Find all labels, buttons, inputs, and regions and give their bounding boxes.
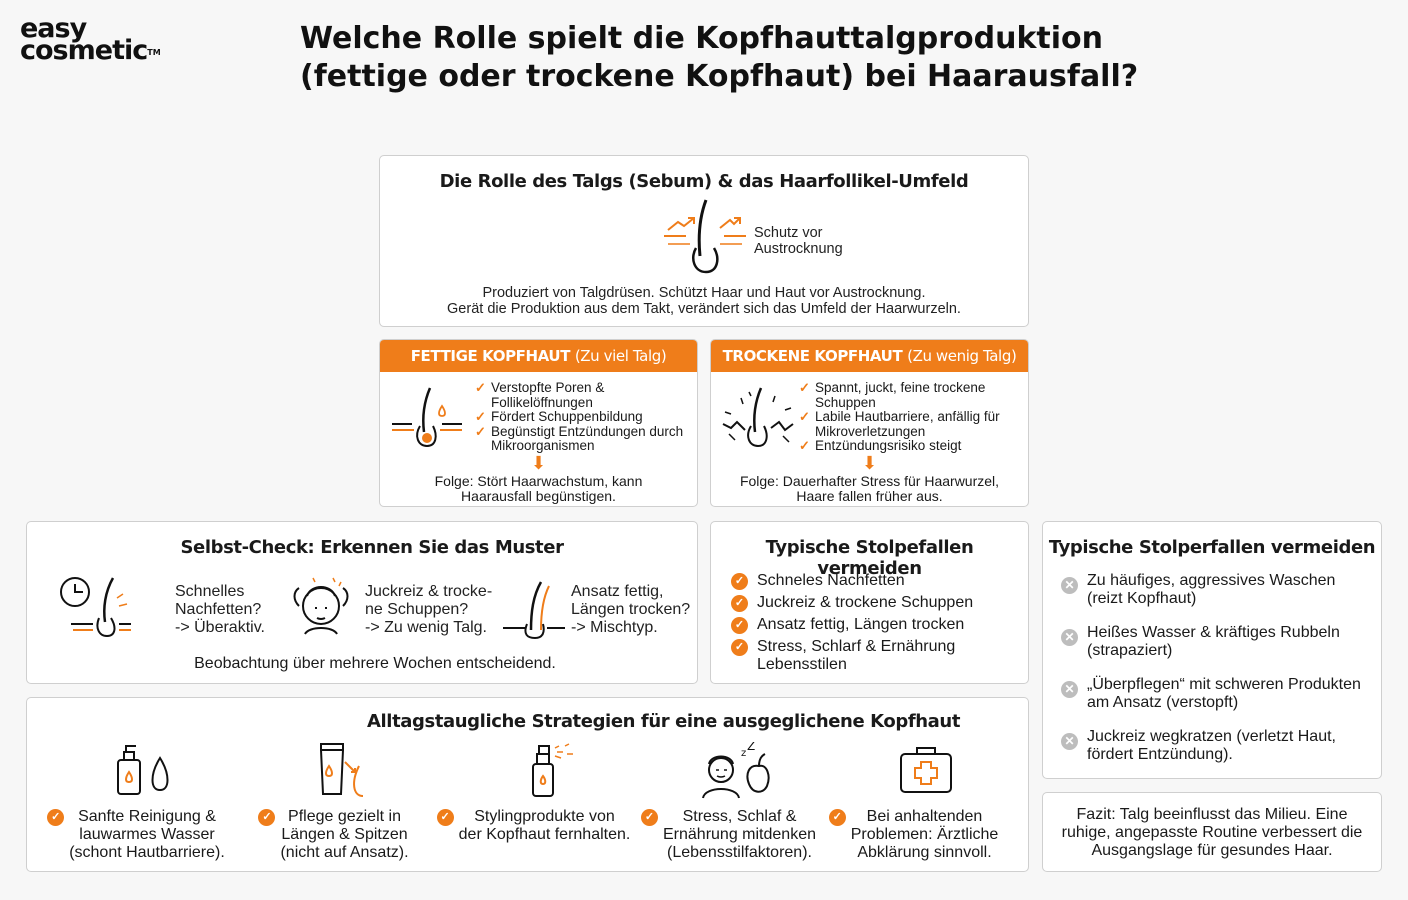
self-check-text: -> Überaktiv. [175,619,265,636]
self-check-text: Nachfetten? [175,601,262,618]
pitfall-b-text: am Ansatz (verstopft) [1087,694,1239,711]
pitfall-b-text: fördert Entzündung). [1087,746,1233,763]
self-check-item-3 [571,583,690,637]
pitfall-b-text: Juckreiz wegkratzen (verletzt Haut, [1087,728,1336,745]
list-item [1061,572,1376,608]
pitfall-b-text: (reizt Kopfhaut) [1087,590,1197,607]
hair-follicle-icon [660,196,750,276]
dry-scalp-panel [710,339,1029,507]
logo-line-1: easy [20,13,87,44]
list-item [1061,676,1376,712]
fazit-panel [1042,792,1382,872]
strategy-text: Sanfte Reinigung & [78,808,216,825]
pitfalls-a-list [731,572,1021,678]
self-check-text: Ansatz fettig, [571,583,664,600]
strategy-label [644,808,816,862]
check-circle-icon: ✓ [731,639,748,656]
fazit-text [1043,806,1381,860]
check-circle-icon: ✓ [437,809,454,826]
sebum-description [380,285,1028,317]
svg-text:z: z [741,748,747,759]
self-check-text: Längen trocken? [571,601,691,618]
page-title: Welche Rolle spielt die Kopfhauttalgproduktion (fettige oder trockene Kopfhaut) bei Haarausfall? [300,21,1139,94]
sebum-heading: Die Rolle des Talgs (Sebum) & das Haarfollikel-Umfeld [439,171,969,192]
pitfalls-a-heading: Typische Stolpefallen vermeiden [765,537,974,579]
strategy-text: Längen & Spitzen [281,826,408,843]
strategy-text: Stylingprodukte von [474,808,615,825]
oily-check-item: ✓ Begünstigt Entzündungen durch Mikroorganismen [475,423,684,453]
dry-result: Folge: Dauerhafter Stress für Haarwurzel, Haare fallen früher aus. [739,473,1000,504]
oily-check-text-3: Begünstigt Entzündungen durch Mikroorganismen [491,423,684,453]
dry-check-item: ✓ Spannt, juckt, feine trockene Schuppen [799,380,986,410]
strategy-text: lauwarmes Wasser [79,826,215,843]
pitfalls-panel-b [1042,521,1382,779]
pitfall-a-text: Stress, Schlarf & Ernährung Lebensstilen [757,638,956,673]
oily-check-text-1: Verstopfte Poren & Follikelöffnungen [491,380,605,410]
self-check-text: ne Schuppen? [365,601,469,618]
dry-heading [711,340,1028,372]
itchy-head-icon [285,574,357,642]
first-aid-icon [897,742,957,800]
strategy-text: Stress, Schlaf & [682,808,797,825]
sebum-role-panel [379,155,1029,327]
oily-checklist [475,381,690,454]
check-circle-icon: ✓ [731,573,748,590]
pitfalls-b-list [1061,572,1376,768]
oily-heading-sub: (Zu viel Talg) [574,347,667,365]
close-circle-icon: ✕ [1061,577,1078,594]
list-item [1061,728,1376,764]
strategy-item [440,742,637,844]
strategy-label [832,808,999,862]
oily-check-text-2: Fördert Schuppenbildung [491,409,643,424]
close-circle-icon: ✕ [1061,629,1078,646]
strategy-item [257,742,432,862]
pitfall-a-text: Juckreiz & trockene Schuppen [757,594,974,611]
list-item [731,638,961,674]
strategy-text: Ernährung mitdenken [663,826,816,843]
arrow-down-icon: ⬇ [861,453,878,473]
list-item [1061,624,1376,660]
dry-check-text-3: Entzündungsrisiko steigt [815,438,962,453]
fazit-line: Ausgangslage für gesundes Haar. [1091,842,1333,859]
pitfall-b-text: (strapaziert) [1087,642,1173,659]
strategy-text: der Kopfhaut fernhalten. [458,826,631,843]
dry-checklist [799,381,1021,454]
check-circle-icon: ✓ [47,809,64,826]
brand-logo [20,13,161,66]
strategy-text: Abklärung sinnvoll. [857,844,992,861]
tube-icon [315,742,375,800]
oily-heading-main: FETTIGE KOPFHAUT [410,347,571,365]
dry-check-text-1: Spannt, juckt, feine trockene Schuppen [815,380,986,410]
close-circle-icon: ✕ [1061,733,1078,750]
strategies-heading: Alltagstaugliche Strategien für eine ausgeglichene Kopfhaut [367,711,961,732]
oily-check-item: ✓ Verstopfte Poren & Follikelöffnungen [475,380,605,410]
pitfall-b-text: Zu häufiges, aggressives Waschen [1087,572,1336,589]
strategy-text: (nicht auf Ansatz). [280,844,409,861]
strategy-text: (schont Hautbarriere). [69,844,225,861]
sebum-icon-label-1: Schutz vor [754,225,823,241]
dry-check-item: ✓ Labile Hautbarriere, anfällig für Mikroverletzungen [799,409,1000,439]
svg-text:Z: Z [747,742,756,753]
sebum-text-2: Gerät die Produktion aus dem Takt, verändert sich das Umfeld der Haarwurzeln. [447,301,961,317]
dry-heading-sub: (Zu wenig Talg) [907,347,1017,365]
pitfall-a-text: Ansatz fettig, Längen trocken [757,616,965,633]
list-item [731,616,1021,634]
self-check-text: Juckreiz & trocke- [365,583,493,600]
sebum-icon-label-2: Austrocknung [754,241,843,257]
self-check-text: Schnelles [175,583,245,600]
check-circle-icon: ✓ [731,617,748,634]
list-item [731,594,1021,612]
fazit-line: ruhige, angepasste Routine verbessert die [1061,824,1363,841]
oily-check-item: ✓ Fördert Schuppenbildung [475,409,643,424]
strategy-item [52,742,242,862]
strategy-item [644,742,822,862]
pitfall-b-text: Heißes Wasser & kräftiges Rubbeln [1087,624,1340,641]
oily-scalp-panel [379,339,698,507]
self-check-item-1 [175,583,265,637]
dry-heading-main: TROCKENE KOPFHAUT [722,347,903,365]
sleep-apple-icon [699,742,779,800]
check-circle-icon: ✓ [829,809,846,826]
strategy-label [51,808,225,862]
self-check-item-2 [365,583,492,637]
self-check-footer: Beobachtung über mehrere Wochen entscheidend. [194,655,556,672]
close-circle-icon: ✕ [1061,681,1078,698]
check-circle-icon: ✓ [731,595,748,612]
dry-follicle-icon [721,384,795,450]
pitfalls-panel-a [710,521,1029,684]
oily-result: Folge: Stört Haarwachstum, kann Haarausfall begünstigen. [434,473,643,504]
pitfalls-b-heading: Typische Stolperfallen vermeiden [1048,537,1376,558]
sebum-icon-label [754,225,843,257]
strategy-label [262,808,409,862]
arrow-down-icon: ⬇ [530,453,547,473]
spray-icon [527,742,577,800]
strategy-text: Problemen: Ärztliche [850,826,999,843]
strategy-text: (Lebensstilfaktoren). [667,844,812,861]
fazit-line: Fazit: Talg beeinflusst das Milieu. Eine [1076,806,1348,823]
dry-check-item: ✓ Entzündungsrisiko steigt [799,438,962,453]
logo-trademark: TM [147,48,161,57]
clock-follicle-icon [53,572,133,642]
strategy-text: Pflege gezielt in [288,808,401,825]
pitfall-a-text: Schneles Nachfetten [757,572,905,589]
strategies-panel [26,697,1029,872]
check-circle-icon: ✓ [258,809,275,826]
oily-follicle-icon [390,384,464,450]
self-check-panel [26,521,698,684]
self-check-heading: Selbst-Check: Erkennen Sie das Muster [180,537,564,558]
sebum-text-1: Produziert von Talgdrüsen. Schützt Haar und Haut vor Austrocknung. [482,285,926,301]
self-check-text: -> Mischtyp. [571,619,658,636]
pitfall-b-text: „Überpflegen“ mit schweren Produkten [1087,676,1361,693]
check-circle-icon: ✓ [641,809,658,826]
mixed-hair-icon [501,578,567,640]
dry-check-text-2: Labile Hautbarriere, anfällig für Mikroverletzungen [815,409,1000,439]
strategy-item [832,742,1007,862]
strategy-text: Bei anhaltenden [866,808,983,825]
strategy-label [440,808,631,844]
self-check-text: -> Zu wenig Talg. [365,619,487,636]
logo-line-2: cosmetic [20,35,148,66]
oily-heading [380,340,697,372]
list-item [731,572,1021,590]
soap-bottle-icon [112,742,182,798]
